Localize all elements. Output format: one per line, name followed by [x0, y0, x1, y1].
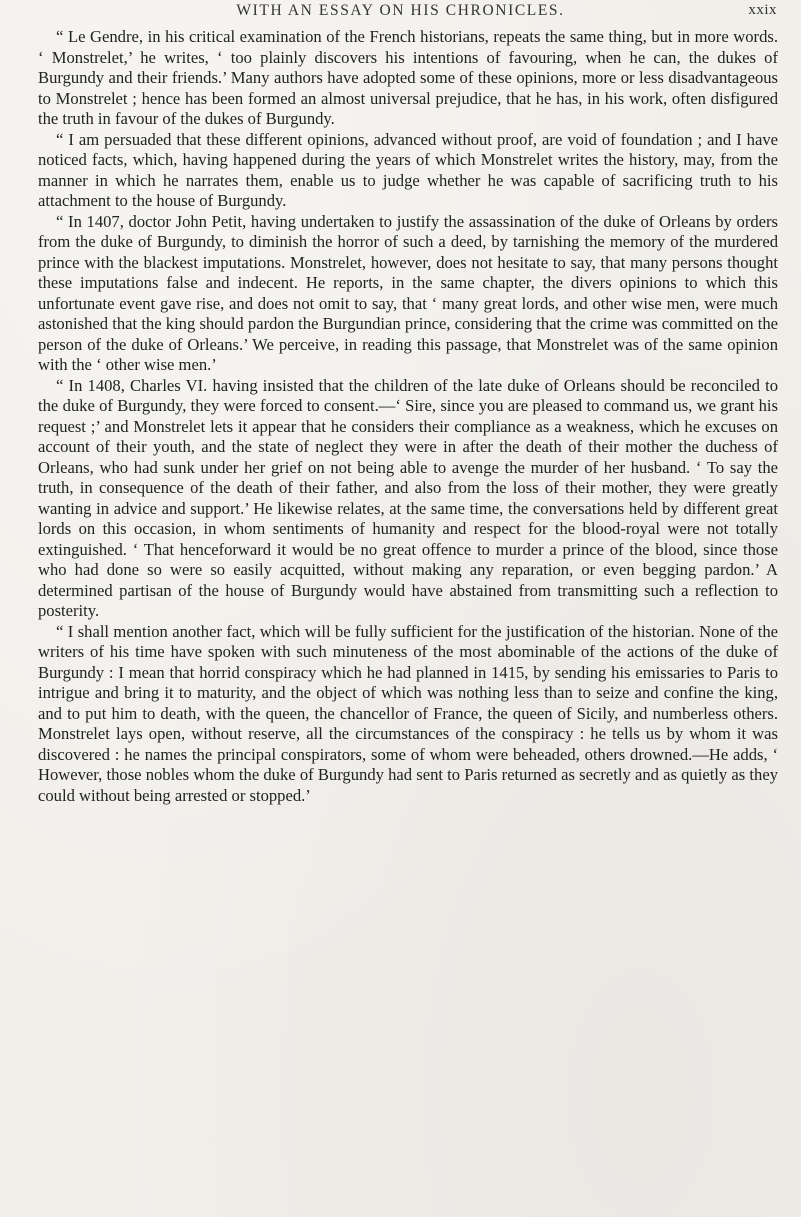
paragraph-le-gendre: “ Le Gendre, in his critical examination of the French historians, repeats the same thing, but in more words. ‘ Monstrelet,’ he writes, ‘ too plainly discovers his intentions of favouring, when he can, the dukes of Burgundy and their friends.’ Many authors have adopted some of these opinions, more or less disadvantageous to Monstrelet ; hence has been formed an almost universal prejudice, that he has, in his work, often disfigured the truth in favour of the dukes of Burgundy. [38, 27, 778, 128]
page-number: xxix [748, 2, 777, 18]
running-title: WITH AN ESSAY ON HIS CHRONICLES. [236, 2, 565, 19]
running-head [0, 2, 801, 24]
paragraph-1408: “ In 1408, Charles VI. having insisted that the children of the late duke of Orleans should be reconciled to the duke of Burgundy, they were forced to consent.—‘ Sire, since you are pleased to command us, we grant his request ;’ and Monstrelet lets it appear that he considers their compliance as a weakness, which he excuses on account of their youth, and the state of neglect they were in after the death of their mother the duchess of Orleans, who had sunk under her grief on not being able to avenge the murder of her husband. ‘ To say the truth, in consequence of the death of their father, and also from the loss of their mother, they were greatly wanting in advice and support.’ He likewise relates, at the same time, the conversations held by different great lords on this occasion, in whom sentiments of humanity and respect for the blood-royal were not totally extinguished. ‘ That henceforward it would be no great offence to murder a prince of the blood, since those who had done so were so easily acquitted, without making any reparation, or even begging pardon.’ A determined partisan of the house of Burgundy would have abstained from transmitting such a reflection to posterity. [38, 375, 778, 620]
paragraph-persuaded: “ I am persuaded that these different opinions, advanced without proof, are void of foundation ; and I have noticed facts, which, having happened during the years of which Monstrelet writes the history, may, from the manner in which he narrates them, enable us to judge whether he was capable of sacrificing truth to his attachment to the house of Burgundy. [38, 129, 778, 210]
paragraph-conspiracy: “ I shall mention another fact, which will be fully sufficient for the justification of the historian. None of the writers of his time have spoken with such minuteness of the most abominable of the actions of the duke of Burgundy : I mean that horrid conspiracy which he had planned in 1415, by sending his emissaries to Paris to intrigue and bring it to maturity, and the object of which was nothing less than to seize and confine the king, and to put him to death, with the queen, the chancellor of France, the queen of Sicily, and numberless others. Monstrelet lays open, without reserve, all the circumstances of the conspiracy : he tells us by whom it was discovered : he names the principal conspirators, some of whom were beheaded, others drowned.—He adds, ‘ However, those nobles whom the duke of Burgundy had sent to Paris returned as secretly and as quietly as they could without being arrested or stopped.’ [38, 621, 778, 805]
body-text [38, 27, 778, 806]
paragraph-1407: “ In 1407, doctor John Petit, having undertaken to justify the assassination of the duke of Orleans by orders from the duke of Burgundy, to diminish the horror of such a deed, by tarnishing the memory of the murdered prince with the blackest imputations. Monstrelet, however, does not hesitate to say, that many persons thought these imputations false and indecent. He reports, in the same chapter, the divers opinions to which this unfortunate event gave rise, and does not omit to say, that ‘ many great lords, and other wise men, were much astonished that the king should pardon the Burgundian prince, considering that the crime was committed on the person of the duke of Orleans.’ We perceive, in reading this passage, that Monstrelet was of the same opinion with the ‘ other wise men.’ [38, 211, 778, 374]
